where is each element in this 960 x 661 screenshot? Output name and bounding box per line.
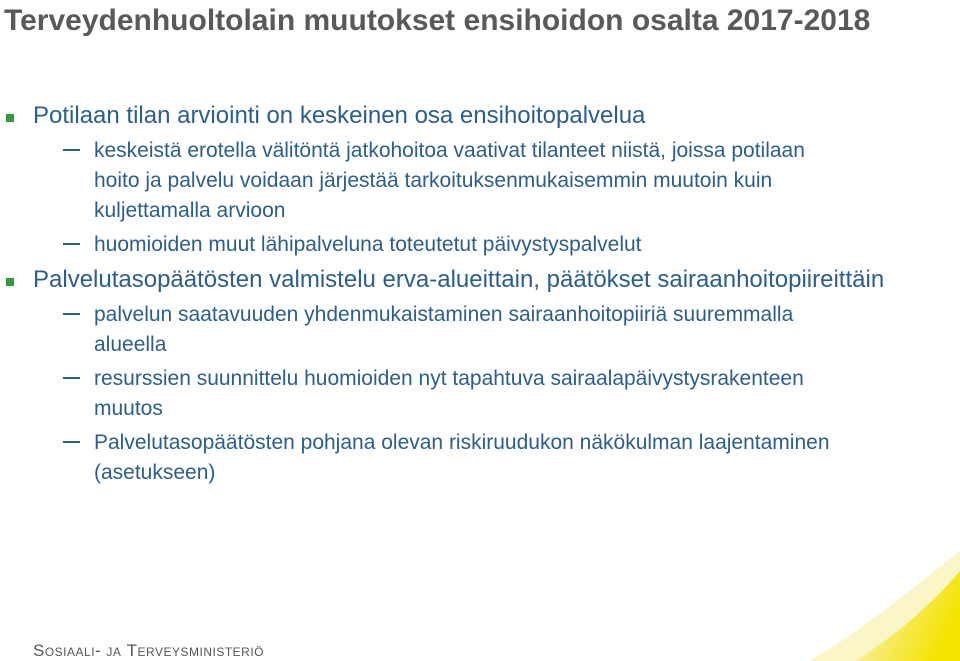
bullet-text: Potilaan tilan arviointi on keskeinen osa ensihoitopalvelua: [33, 102, 646, 129]
sub-bullet-text: Palvelutasopäätösten pohjana olevan riskiruudukon näkökulman laajentaminen (asetukseen): [94, 431, 830, 484]
sub-bullet-list: [33, 300, 913, 488]
sub-bullet-item: [33, 300, 854, 360]
dash-bullet-icon: [63, 377, 80, 379]
sub-bullet-text: resurssien suunnittelu huomioiden nyt tapahtuva sairaalapäivystysrakenteen muutos: [94, 367, 804, 420]
sub-bullet-item: [33, 428, 854, 488]
dash-bullet-icon: [63, 441, 80, 443]
dash-bullet-icon: [63, 149, 80, 151]
bullet-item: [0, 264, 913, 488]
bullet-item: [0, 100, 913, 260]
logo-text-part2: Terveysministeriö: [126, 641, 265, 660]
dash-bullet-icon: [63, 313, 80, 315]
slide-title: Terveydenhuoltolain muutokset ensihoidon osalta 2017-2018: [4, 4, 871, 37]
sub-bullet-text: palvelun saatavuuden yhdenmukaistaminen sairaanhoitopiiriä suuremmalla alueella: [94, 303, 794, 356]
bullet-text: Palvelutasopäätösten valmistelu erva-alueittain, päätökset sairaanhoitopiireittäin: [33, 266, 885, 293]
sub-bullet-item: [33, 230, 854, 260]
sub-bullet-list: [33, 136, 913, 260]
bullet-list: [0, 100, 960, 492]
logo-text-part1: Sosiaali- ja: [33, 641, 122, 660]
square-bullet-icon: [6, 114, 14, 122]
sub-bullet-item: [33, 136, 854, 226]
square-bullet-icon: [6, 278, 14, 286]
dash-bullet-icon: [63, 243, 80, 245]
ministry-logo: [33, 641, 264, 661]
sub-bullet-text: huomioiden muut lähipalveluna toteutetut päivystyspalvelut: [94, 233, 642, 256]
sub-bullet-text: keskeistä erotella välitöntä jatkohoitoa vaativat tilanteet niistä, joissa potilaan hoito ja palvelu voidaan järjestää tarkoituksenmukaisemmin muutoin kuin kuljettamalla arvioon: [94, 139, 805, 222]
sub-bullet-item: [33, 364, 854, 424]
yellow-corner-decoration: [660, 531, 960, 661]
